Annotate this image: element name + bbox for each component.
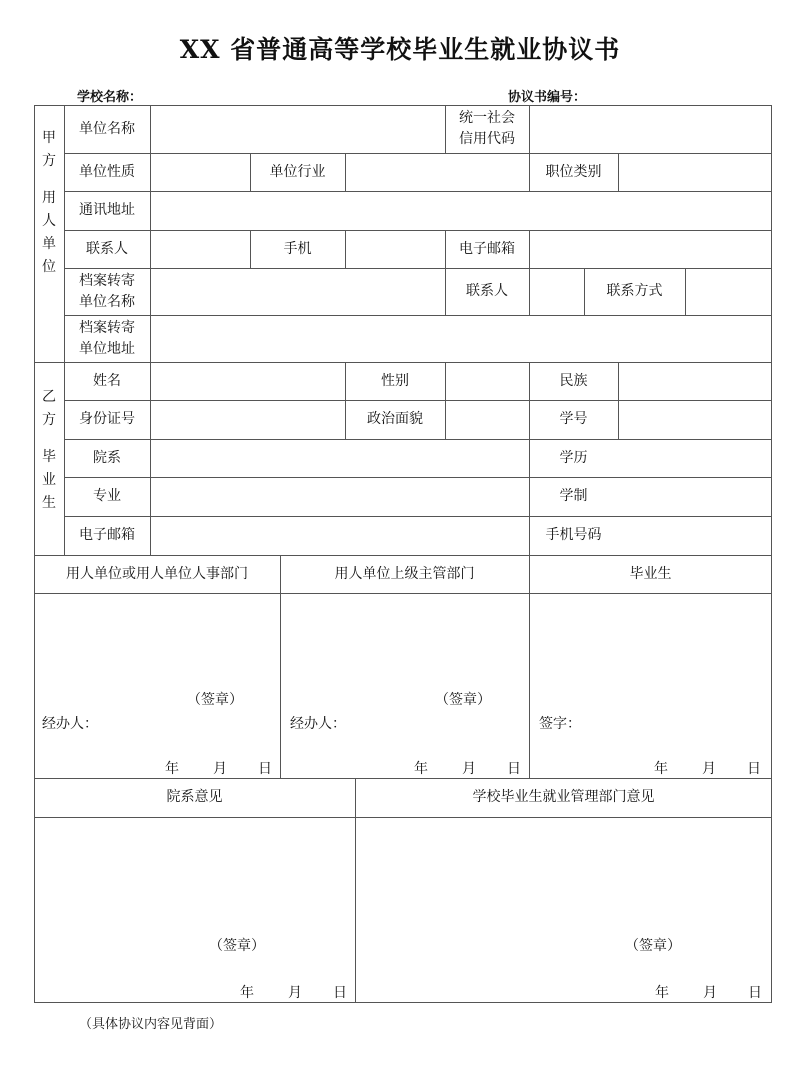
id-number-label: 身份证号: [79, 411, 135, 427]
rule: [771, 105, 772, 1003]
rule: [345, 153, 346, 191]
school-day: 日: [748, 985, 762, 1001]
employer-month: 月: [213, 761, 227, 777]
rule: [34, 1002, 772, 1003]
department-month: 月: [288, 985, 302, 1001]
rule: [150, 105, 151, 555]
party-b-char: 生: [42, 495, 56, 511]
graduate-month: 月: [702, 761, 716, 777]
party-a-char: 人: [42, 213, 56, 229]
supervisor-header: 用人单位上级主管部门: [334, 565, 475, 582]
rule: [445, 362, 446, 439]
rule: [64, 439, 772, 440]
ethnicity-label: 民族: [559, 372, 588, 389]
phone-label: 手机号码: [545, 527, 602, 543]
footer-note: （具体协议内容见背面）: [79, 1017, 223, 1032]
rule: [345, 230, 346, 268]
employer-year: 年: [165, 761, 179, 777]
duration-label: 学制: [559, 488, 588, 504]
graduate-year: 年: [654, 761, 668, 777]
school-year: 年: [655, 985, 669, 1001]
supervisor-seal: （签章）: [435, 692, 491, 708]
party-a-char: 甲: [42, 130, 56, 146]
rule: [529, 230, 530, 315]
industry-label: 单位行业: [269, 163, 326, 180]
student-id-label: 学号: [559, 411, 588, 427]
party-b-char: 方: [42, 412, 56, 428]
rule: [64, 315, 772, 316]
party-a-char: 用: [42, 190, 56, 206]
student-email-label: 电子邮箱: [79, 527, 135, 543]
party-a-char: 方: [42, 153, 56, 169]
rule: [64, 153, 772, 154]
party-a-char: 位: [42, 259, 56, 275]
rule: [685, 268, 686, 315]
political-status-label: 政治面貌: [367, 411, 423, 427]
party-b-char: 乙: [42, 389, 56, 405]
school-name-label: 学校名称：: [77, 90, 143, 105]
archive-contact-label: 联系人: [466, 283, 508, 299]
department-seal: （签章）: [209, 938, 265, 954]
archive-unit-label: 档案转寄 单位名称: [79, 272, 135, 310]
rule: [34, 593, 772, 594]
unit-nature-label: 单位性质: [79, 163, 135, 180]
department-label: 院系: [93, 449, 121, 466]
employer-header: 用人单位或用人单位人事部门: [66, 565, 248, 582]
party-b-label: [34, 386, 64, 515]
school-opinion-header: 学校毕业生就业管理部门意见: [472, 789, 655, 805]
major-label: 专业: [93, 488, 121, 504]
graduate-sign: 签字：: [539, 716, 581, 732]
agreement-number-label: 协议书编号：: [508, 90, 587, 105]
email-label: 电子邮箱: [459, 240, 515, 257]
party-b-char: 业: [42, 472, 56, 488]
employer-handler: 经办人：: [42, 716, 98, 732]
agreement-form: [34, 105, 772, 1003]
rule: [618, 153, 619, 191]
school-month: 月: [703, 985, 717, 1001]
party-a-char: 单: [42, 236, 56, 252]
education-label: 学历: [559, 449, 588, 466]
archive-contact-method-label: 联系方式: [606, 283, 663, 299]
name-label: 姓名: [93, 372, 121, 389]
department-day: 日: [333, 985, 347, 1001]
contact-label: 联系人: [86, 240, 128, 257]
document-title: XX 省普通高等学校毕业生就业协议书: [179, 35, 621, 64]
graduate-day: 日: [747, 761, 761, 777]
employer-day: 日: [258, 761, 272, 777]
school-seal: （签章）: [625, 938, 681, 954]
credit-code-label: 统一社会 信用代码: [459, 110, 515, 147]
gender-label: 性别: [381, 372, 409, 389]
position-type-label: 职位类别: [545, 163, 602, 180]
unit-name-label: 单位名称: [79, 120, 135, 137]
mobile-label: 手机: [283, 240, 312, 257]
rule: [64, 477, 772, 478]
supervisor-year: 年: [414, 761, 428, 777]
party-b-char: 毕: [42, 449, 56, 465]
supervisor-month: 月: [462, 761, 476, 777]
rule: [64, 516, 772, 517]
party-a-label: [34, 127, 64, 279]
graduate-header: 毕业生: [629, 565, 672, 582]
employer-seal: （签章）: [187, 692, 243, 708]
supervisor-day: 日: [507, 761, 521, 777]
rule: [64, 230, 772, 231]
archive-address-label: 档案转寄 单位地址: [79, 319, 135, 357]
supervisor-handler: 经办人：: [290, 716, 346, 732]
rule: [618, 362, 619, 439]
rule: [64, 191, 772, 192]
department-opinion-header: 院系意见: [166, 789, 223, 805]
rule: [34, 817, 772, 818]
department-year: 年: [240, 985, 254, 1001]
address-label: 通讯地址: [79, 202, 135, 218]
